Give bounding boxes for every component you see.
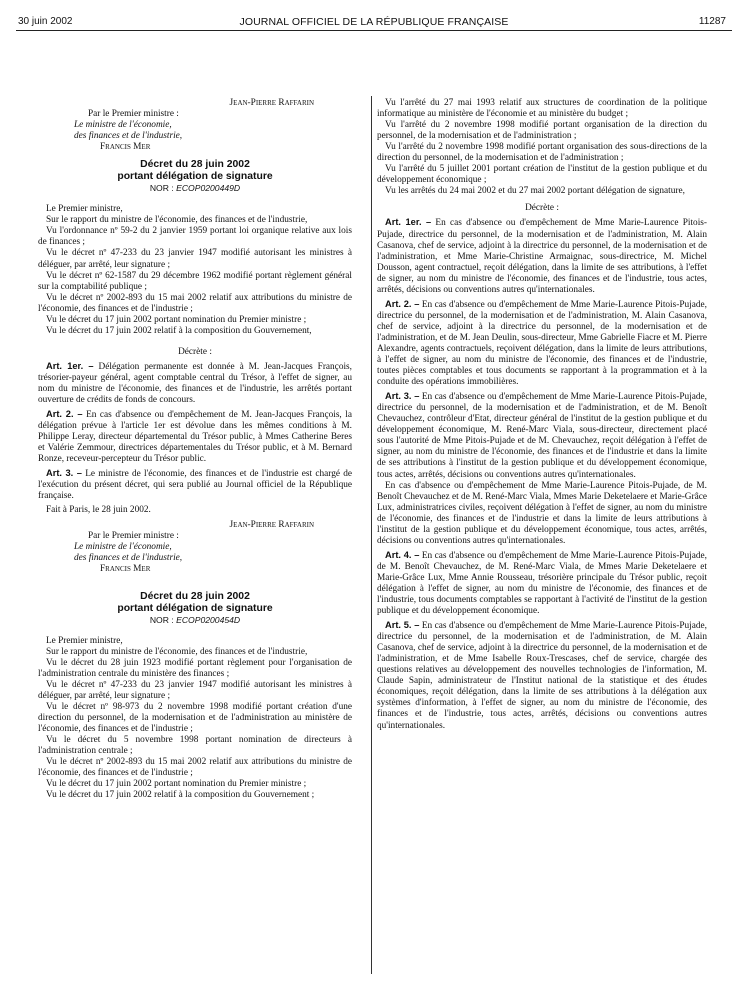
article-label: Art. 1er. – (46, 360, 94, 371)
nor-reference: NOR : ECOP0200454D (149, 614, 241, 625)
article-paragraph: Art. 5. – En cas d'absence ou d'empêchement de Mme Marie-Laurence Pitois-Pujade, directrice du personnel, de la modernisation et de l'administration, de M. Alain Casanova, chef de service, adjoint à la directrice du personnel, de la modernisation et de l'administration, et de Mme Isabelle Roux-Trescases, chef de service, chargée des questions relatives au développement des nouvelles technologies de l'information, M. Claude Sapin, administrateur de l'Institut national de la statistique et des études économiques, reçoit délégation, dans la limite de ses attributions à la délégation aux systèmes d'information, à l'effet de signer, au nom du ministre de l'économie, des finances et de l'industrie, tous actes, arrêtés, décisions ou conventions autres qu'internationales. (377, 620, 707, 731)
header-rule (16, 30, 732, 31)
visa-paragraph: Sur le rapport du ministre de l'économie, des finances et de l'industrie, (46, 215, 308, 226)
visa-paragraph: Vu l'arrêté du 5 juillet 2001 portant création de l'institut de la gestion publique et du développement économique ; (377, 164, 707, 186)
article-paragraph: Art. 2. – En cas d'absence ou d'empêchement de Mme Marie-Laurence Pitois-Pujade, directrice du personnel, de la modernisation et de l'administration, M. Alain Casanova, chef de service, adjoint à la directrice du personnel, de la modernisation et de l'administration, et de M. Jean Deulin, sous-directeur, Mme Gabrielle Fiacre et M. Pierre Alexandre, agents contractuels, reçoivent délégation, dans la limite de leurs attributions, à l'effet de signer, au nom du ministre de l'économie, des finances et de l'industrie, toutes pièces comptables et tous documents se rapportant à la programmation et à la conduite des opérations immobilières. (377, 298, 707, 388)
visa-paragraph: Vu le décret du 17 juin 2002 portant nomination du Premier ministre ; (46, 314, 307, 325)
decrete-heading: Décrète : (178, 346, 212, 357)
signature-par: Par le Premier ministre : (88, 530, 179, 541)
decree-title: Décret du 28 juin 2002 (140, 590, 250, 602)
visa-paragraph: Vu le décret du 28 juin 1923 modifié portant règlement pour l'organisation de l'administration centrale du ministère des finances ; (38, 657, 352, 679)
article-label: Art. 3. – (46, 468, 82, 479)
article-label: Art. 4. – (385, 549, 420, 560)
signature-minister-name: Francis Mer (100, 563, 151, 574)
signature-minister-name: Francis Mer (100, 142, 151, 153)
signature-minister-line1: Le ministre de l'économie, (74, 541, 172, 552)
article-paragraph: En cas d'absence ou d'empêchement de Mme Marie-Laurence Pitois-Pujade, de M. Benoît Chevauchez et de M. René-Marc Viala, Mmes Marie Deketelaere et Marie-Grâce Lux, administratrices civiles, reçoivent délégation à l'effet de signer, au nom du ministre de l'économie, des finances et de l'industrie et dans la limite de leurs attributions à l'institut de la gestion publique et du développement économique, tous actes, arrêtés, décisions ou conventions autres qu'internationales. (377, 480, 707, 546)
signature-name: Jean-Pierre Raffarin (229, 519, 314, 530)
visa-paragraph: Vu l'ordonnance nº 59-2 du 2 janvier 1959 portant loi organique relative aux lois de finances ; (38, 226, 352, 248)
article-label: Art. 1er. – (385, 217, 432, 228)
visa-paragraph: Vu le décret nº 2002-893 du 15 mai 2002 relatif aux attributions du ministre de l'économie, des finances et de l'industrie ; (38, 292, 352, 314)
visa-paragraph: Vu le décret nº 98-973 du 2 novembre 1998 modifié portant création d'une direction du personnel, de la modernisation et de l'administration au ministère de l'économie, des finances et de l'industrie ; (38, 702, 352, 735)
visa-paragraph: Vu l'arrêté du 2 novembre 1998 modifié portant organisation des sous-directions de la direction du personnel, de la modernisation et de l'administration ; (377, 142, 707, 164)
article-paragraph: Art. 2. – En cas d'absence ou d'empêchement de M. Jean-Jacques François, la délégation prévue à l'article 1er est dévolue dans les mêmes conditions à M. Philippe Leray, directeur départemental du Trésor public, à Mmes Catherine Beres et Valérie Zemmour, directrices départementales du Trésor public, et à M. Bernard Ronze, receveur-percepteur du Trésor public. (38, 409, 352, 465)
visa-paragraph: Vu le décret du 17 juin 2002 relatif à la composition du Gouvernement ; (46, 790, 315, 801)
header-date: 30 juin 2002 (18, 16, 73, 27)
right-column (377, 98, 707, 732)
visa-paragraph: Vu le décret nº 47-233 du 23 janvier 1947 modifié autorisant les ministres à déléguer, par arrêté, leur signature ; (38, 248, 352, 270)
visa-paragraph: Vu l'arrêté du 27 mai 1993 relatif aux structures de coordination de la politique informatique au ministère de l'économie et au ministère du budget ; (377, 98, 707, 120)
decree-subtitle: portant délégation de signature (117, 171, 273, 183)
visa-paragraph: Vu le décret nº 2002-893 du 15 mai 2002 relatif aux attributions du ministre de l'économie, des finances et de l'industrie ; (38, 757, 352, 779)
article-paragraph: Art. 3. – Le ministre de l'économie, des finances et de l'industrie est chargé de l'exécution du présent décret, qui sera publié au Journal officiel de la République française. (38, 468, 352, 502)
fait-line: Fait à Paris, le 28 juin 2002. (46, 505, 151, 516)
visa-paragraph: Vu l'arrêté du 2 novembre 1998 modifié portant organisation de la direction du personnel, de la modernisation et de l'administration ; (377, 120, 707, 142)
visa-paragraph: Vu le décret du 17 juin 2002 portant nomination du Premier ministre ; (46, 779, 307, 790)
signature-minister-line2: des finances et de l'industrie, (74, 131, 183, 142)
article-label: Art. 2. – (46, 409, 83, 420)
signature-par: Par le Premier ministre : (88, 109, 179, 120)
column-divider (371, 96, 372, 974)
signature-minister-line1: Le ministre de l'économie, (74, 120, 172, 131)
visa-paragraph: Vu le décret du 5 novembre 1998 portant nomination de directeurs à l'administration centrale ; (38, 735, 352, 757)
nor-reference: NOR : ECOP0200449D (149, 183, 241, 194)
decrete-heading: Décrète : (525, 203, 559, 214)
signature-minister-line2: des finances et de l'industrie, (74, 552, 183, 563)
page-header (0, 0, 748, 30)
signature-name: Jean-Pierre Raffarin (229, 98, 314, 108)
article-paragraph: Art. 4. – En cas d'absence ou d'empêchement de Mme Marie-Laurence Pitois-Pujade, de M. Benoît Chevauchez, de M. René-Marc Viala, de Mmes Marie Deketelaere et Marie-Grâce Lux, Mme Annie Rousseau, trésorière principale du Trésor public, reçoit délégation à l'effet de signer, au nom du ministre de l'économie, des finances et de l'industrie, tous documents comptables se rapportant à l'activité de l'institut de la gestion publique et du développement économique. (377, 549, 707, 617)
article-paragraph: Art. 1er. – Délégation permanente est donnée à M. Jean-Jacques François, trésorier-payeur général, agent comptable central du Trésor, à l'effet de signer, au nom du ministre de l'économie, des finances et de l'industrie, les arrêtés portant ouverture de crédits de fonds de concours. (38, 360, 352, 406)
page-number: 11287 (698, 16, 726, 27)
article-label: Art. 5. – (385, 620, 420, 631)
left-column (38, 98, 352, 801)
decree-title: Décret du 28 juin 2002 (140, 159, 250, 171)
article-paragraph: Art. 1er. – En cas d'absence ou d'empêchement de Mme Marie-Laurence Pitois-Pujade, directrice du personnel, de la modernisation et de l'administration, M. Alain Casanova, chef de service, adjoint à la directrice du personnel, de la modernisation et de l'administration, et Mme Marie-Christine Armaignac, sous-directrice, M. Michel Dousson, agent contractuel, reçoit délégation, dans la limite de ses attributions, à l'effet de signer, au nom du ministre de l'économie, des finances et de l'industrie, tous actes, arrêtés, décisions ou conventions autres qu'internationales. (377, 217, 707, 295)
article-label: Art. 3. – (385, 391, 420, 402)
visa-paragraph: Sur le rapport du ministre de l'économie, des finances et de l'industrie, (46, 646, 308, 657)
visa-paragraph: Vu les arrêtés du 24 mai 2002 et du 27 mai 2002 portant délégation de signature, (385, 186, 685, 197)
decree-subtitle: portant délégation de signature (117, 602, 273, 614)
visa-paragraph: Vu le décret du 17 juin 2002 relatif à la composition du Gouvernement, (46, 325, 312, 336)
visa-paragraph: Vu le décret nº 62-1587 du 29 décembre 1962 modifié portant règlement général sur la comptabilité publique ; (38, 270, 352, 292)
article-paragraph: Art. 3. – En cas d'absence ou d'empêchement de Mme Marie-Laurence Pitois-Pujade, directrice du personnel, de la modernisation et de l'administration, et de M. Benoît Chevauchez, contrôleur d'Etat, directeur général de l'institut de la gestion publique et du développement économique, M. René-Marc Viala, sous-directeur, directement placé sous l'autorité de Mme Pitois-Pujade et de M. Chevauchez, reçoit délégation à l'effet de signer, au nom du ministre de l'économie, des finances et de l'industrie et dans la limite de ses attributions à l'institut de la gestion publique et du développement économique, tous actes, arrêtés, décisions ou conventions autres qu'internationales. (377, 391, 707, 480)
article-label: Art. 2. – (385, 298, 420, 309)
journal-title: JOURNAL OFFICIEL DE LA RÉPUBLIQUE FRANÇAISE (239, 16, 509, 28)
visa-paragraph: Vu le décret nº 47-233 du 23 janvier 1947 modifié autorisant les ministres à déléguer, par arrêté, leur signature ; (38, 679, 352, 702)
visa-paragraph: Le Premier ministre, (46, 204, 123, 215)
visa-paragraph: Le Premier ministre, (46, 635, 123, 646)
